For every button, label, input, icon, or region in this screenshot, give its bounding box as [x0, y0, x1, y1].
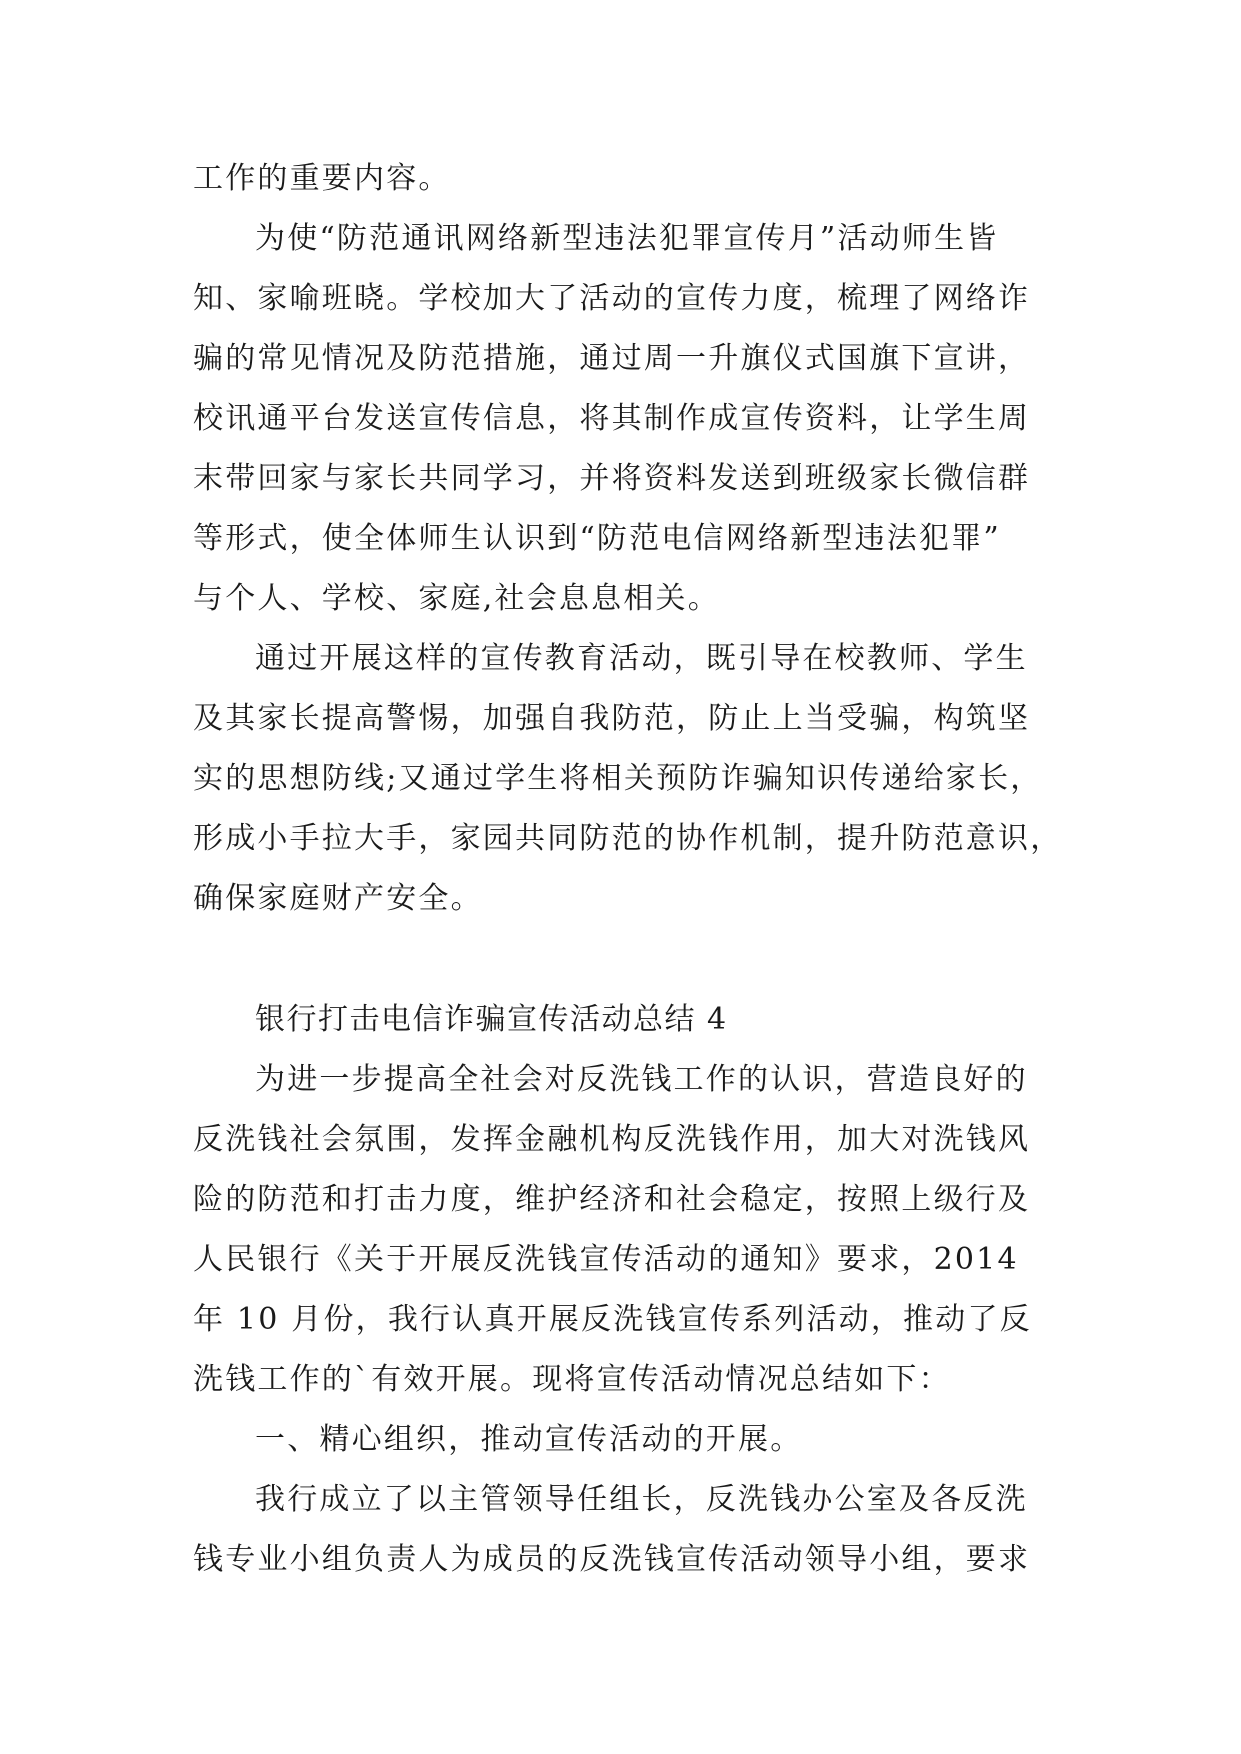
text-line: 人民银行《关于开展反洗钱宣传活动的通知》要求，2014	[193, 1242, 1019, 1277]
paragraph-start: 我行成立了以主管领导任组长，反洗钱办公室及各反洗	[255, 1482, 1028, 1517]
text-line: 实的思想防线;又通过学生将相关预防诈骗知识传递给家长，	[193, 761, 1043, 796]
text-line: 确保家庭财产安全。	[193, 881, 483, 916]
text-line: 形成小手拉大手，家园共同防范的协作机制，提升防范意识，	[193, 821, 1063, 856]
text-line: 等形式，使全体师生认识到“防范电信网络新型违法犯罪”	[193, 521, 1001, 556]
section-heading: 银行打击电信诈骗宣传活动总结 4	[255, 1002, 728, 1037]
text-line: 与个人、学校、家庭,社会息息相关。	[193, 581, 720, 616]
subheading: 一、精心组织，推动宣传活动的开展。	[255, 1422, 803, 1457]
text-line: 工作的重要内容。	[193, 161, 451, 196]
paragraph-start: 为进一步提高全社会对反洗钱工作的认识，营造良好的	[255, 1062, 1028, 1097]
paragraph-start: 通过开展这样的宣传教育活动，既引导在校教师、学生	[255, 641, 1028, 676]
text-line: 洗钱工作的`有效开展。现将宣传活动情况总结如下：	[193, 1362, 951, 1397]
text-line: 反洗钱社会氛围，发挥金融机构反洗钱作用，加大对洗钱风	[193, 1122, 1031, 1157]
text-line: 及其家长提高警惕，加强自我防范，防止上当受骗，构筑坚	[193, 701, 1031, 736]
text-line: 知、家喻班晓。学校加大了活动的宣传力度，梳理了网络诈	[193, 281, 1031, 316]
text-line: 校讯通平台发送宣传信息，将其制作成宣传资料，让学生周	[193, 401, 1031, 436]
text-line: 末带回家与家长共同学习，并将资料发送到班级家长微信群	[193, 461, 1031, 496]
text-line: 钱专业小组负责人为成员的反洗钱宣传活动领导小组，要求	[193, 1542, 1031, 1577]
text-line: 骗的常见情况及防范措施，通过周一升旗仪式国旗下宣讲，	[193, 341, 1031, 376]
text-line: 年 10 月份，我行认真开展反洗钱宣传系列活动，推动了反	[193, 1302, 1032, 1337]
paragraph-start: 为使“防范通讯网络新型违法犯罪宣传月”活动师生皆	[255, 221, 999, 256]
text-line: 险的防范和打击力度，维护经济和社会稳定，按照上级行及	[193, 1182, 1031, 1217]
